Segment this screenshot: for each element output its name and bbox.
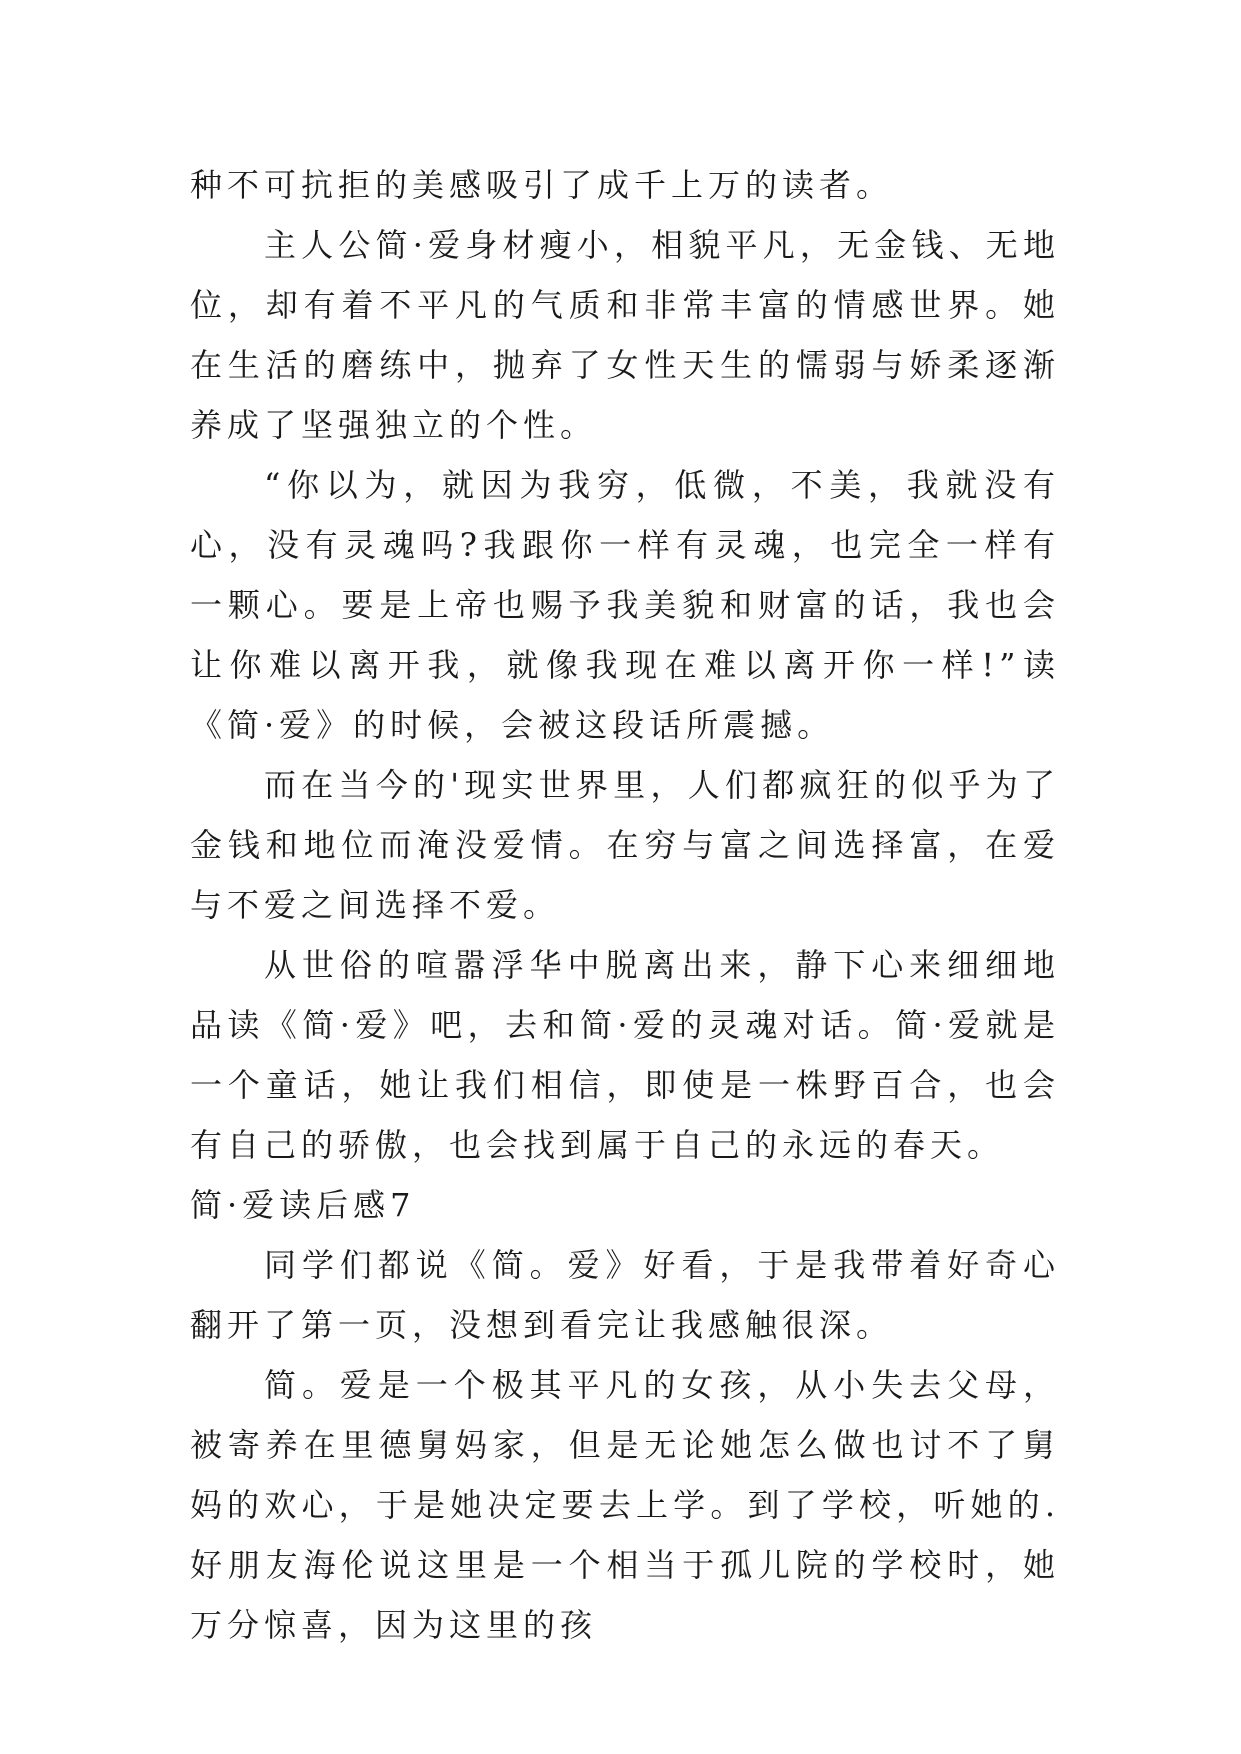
section-title: 简·爱读后感7 bbox=[190, 1186, 416, 1224]
paragraph: 同学们都说《简。爱》好看，于是我带着好奇心翻开了第一页，没想到看完让我感触很深。 bbox=[190, 1246, 1060, 1344]
paragraph: 从世俗的喧嚣浮华中脱离出来，静下心来细细地品读《简·爱》吧，去和简·爱的灵魂对话。简·爱就是一个童话，她让我们相信，即使是一株野百合，也会有自己的骄傲，也会找到属于自己的永远的春天。 bbox=[190, 946, 1060, 1164]
paragraph-continued: 种不可抗拒的美感吸引了成千上万的读者。 bbox=[190, 166, 894, 204]
document-body bbox=[190, 155, 1060, 1655]
paragraph-quote: “你以为，就因为我穷，低微，不美，我就没有心，没有灵魂吗?我跟你一样有灵魂，也完全一样有一颗心。要是上帝也赐予我美貌和财富的话，我也会让你难以离开我，就像我现在难以离开你一样!”读《简·爱》的时候，会被这段话所震撼。 bbox=[190, 466, 1060, 744]
paragraph: 而在当今的'现实世界里，人们都疯狂的似乎为了金钱和地位而淹没爱情。在穷与富之间选择富，在爱与不爱之间选择不爱。 bbox=[190, 766, 1060, 924]
paragraph: 简。爱是一个极其平凡的女孩，从小失去父母，被寄养在里德舅妈家，但是无论她怎么做也讨不了舅妈的欢心，于是她决定要去上学。到了学校，听她的.好朋友海伦说这里是一个相当于孤儿院的学校时，她万分惊喜，因为这里的孩 bbox=[190, 1366, 1060, 1644]
paragraph: 主人公简·爱身材瘦小，相貌平凡，无金钱、无地位，却有着不平凡的气质和非常丰富的情感世界。她在生活的磨练中，抛弃了女性天生的懦弱与娇柔逐渐养成了坚强独立的个性。 bbox=[190, 226, 1060, 444]
